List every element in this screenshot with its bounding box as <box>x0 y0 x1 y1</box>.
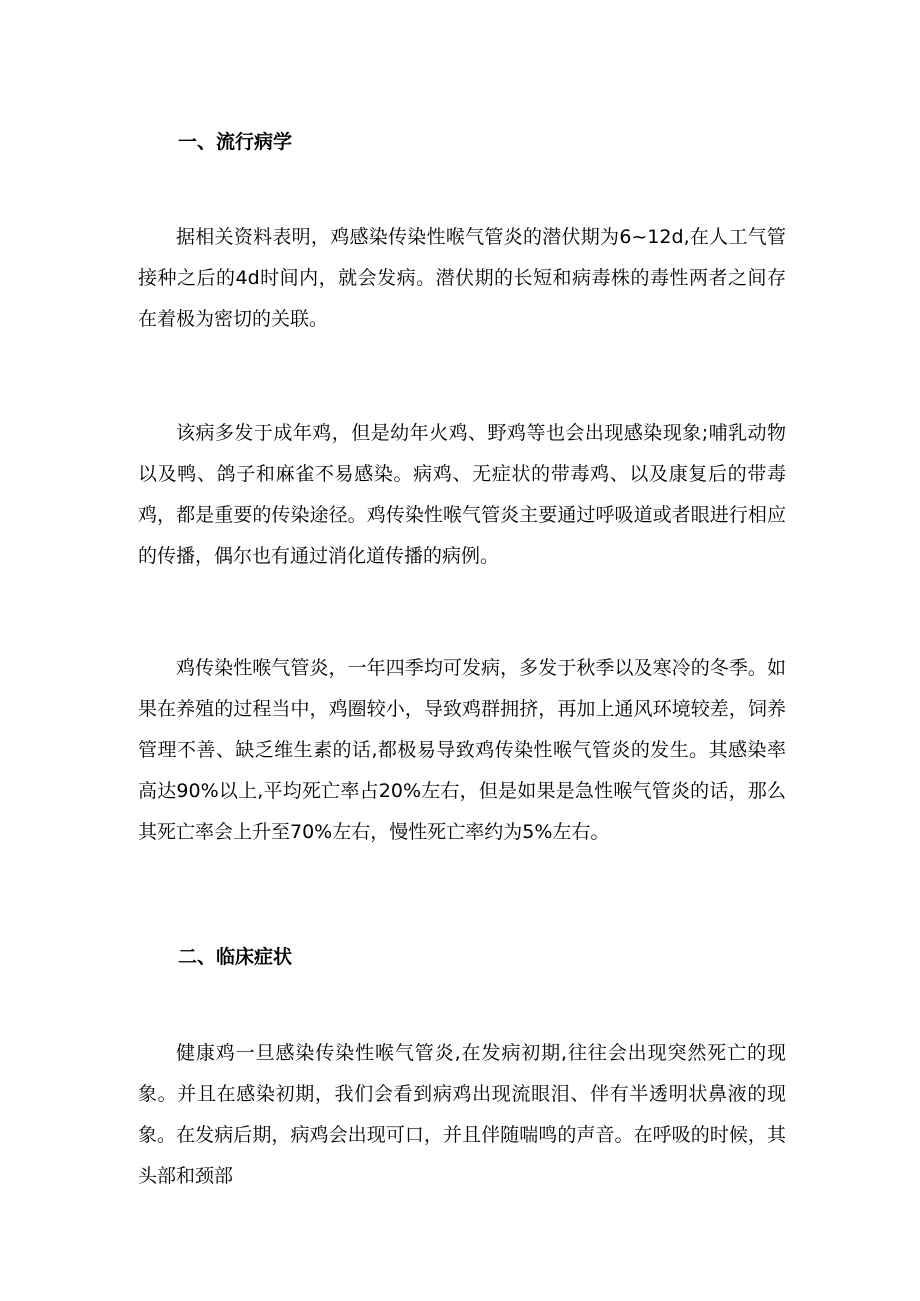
paragraph-susceptible-hosts: 该病多发于成年鸡，但是幼年火鸡、野鸡等也会出现感染现象;哺乳动物以及鸭、鸽子和麻雀不易感染。病鸡、无症状的带毒鸡、以及康复后的带毒鸡，都是重要的传染途径。鸡传染性喉气管炎主要通过呼吸道或者眼进行相应的传播，偶尔也有通过消化道传播的病例。 <box>138 422 786 567</box>
paragraph-symptoms: 健康鸡一旦感染传染性喉气管炎,在发病初期,往往会出现突然死亡的现象。并且在感染初期，我们会看到病鸡出现流眼泪、伴有半透明状鼻液的现象。在发病后期，病鸡会出现可口，并且伴随喘鸣的声音。在呼吸的时候，其头部和颈部 <box>138 1042 786 1187</box>
section-heading-epidemiology: 一、流行病学 <box>178 131 293 153</box>
paragraph-incubation-period: 据相关资料表明，鸡感染传染性喉气管炎的潜伏期为6~12d,在人工气管接种之后的4d时间内，就会发病。潜伏期的长短和病毒株的毒性两者之间存在着极为密切的关联。 <box>138 226 786 330</box>
paragraph-seasonality-mortality: 鸡传染性喉气管炎，一年四季均可发病，多发于秋季以及寒冷的冬季。如果在养殖的过程当中，鸡圈较小，导致鸡群拥挤，再加上通风环境较差，饲养管理不善、缺乏维生素的话,都极易导致鸡传染性喉气管炎的发生。其感染率高达90%以上,平均死亡率占20%左右，但是如果是急性喉气管炎的话，那么其死亡率会上升至70%左右，慢性死亡率约为5%左右。 <box>138 657 786 843</box>
section-heading-clinical-symptoms: 二、临床症状 <box>178 946 293 968</box>
